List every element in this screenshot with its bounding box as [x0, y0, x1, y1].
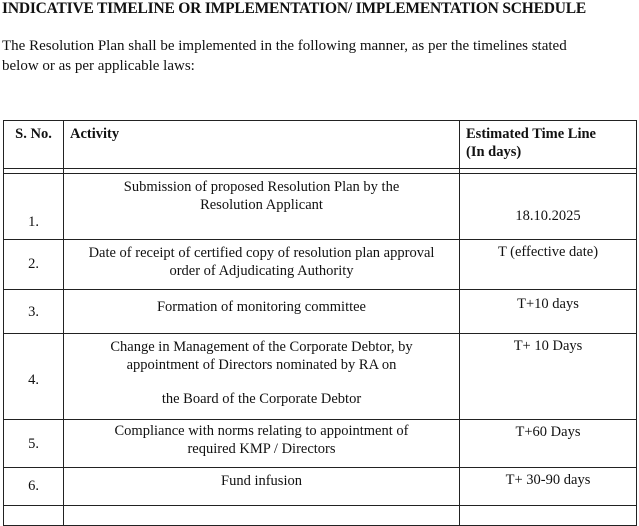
row-activity [64, 334, 460, 420]
activity-line: the Board of the Corporate Debtor [161, 391, 362, 407]
empty-cell [4, 506, 64, 526]
row-time-text: T+10 days [517, 296, 579, 312]
row-time-text: T+60 Days [515, 424, 581, 440]
table-row [4, 290, 637, 334]
activity-line: appointment of Directors nominated by RA on [126, 357, 397, 373]
row-time-text: 18.10.2025 [515, 208, 581, 224]
header-time-line-2: (In days) [466, 144, 522, 160]
row-number [4, 468, 64, 506]
empty-cell [460, 506, 637, 526]
row-activity [64, 468, 460, 506]
table-row [4, 174, 637, 240]
row-number-text: 6. [28, 478, 39, 494]
activity-line: Change in Management of the Corporate Debtor, by [110, 339, 413, 355]
row-number-text: 4. [28, 372, 39, 388]
table-row [4, 468, 637, 506]
row-time [460, 334, 637, 420]
intro-line-1: The Resolution Plan shall be implemented in the following manner, as per the timelines stated [2, 38, 567, 54]
row-time [460, 290, 637, 334]
header-time [460, 121, 637, 169]
activity-line: order of Adjudicating Authority [169, 263, 354, 279]
table-row [4, 420, 637, 468]
intro-line-2: below or as per applicable laws: [2, 58, 195, 74]
header-sno: S. No. [4, 121, 64, 169]
row-time-text: T+ 30-90 days [505, 472, 591, 488]
row-time [460, 420, 637, 468]
row-number [4, 420, 64, 468]
row-time-text: T (effective date) [497, 244, 599, 260]
activity-line: Submission of proposed Resolution Plan by the [123, 179, 400, 195]
table-row-partial [4, 506, 637, 526]
activity-line: required KMP / Directors [187, 441, 336, 457]
header-time-line-1: Estimated Time Line [466, 126, 596, 142]
document-heading: INDICATIVE TIMELINE OR IMPLEMENTATION/ IMPLEMENTATION SCHEDULE [2, 0, 586, 17]
row-activity [64, 240, 460, 290]
row-number-text: 5. [28, 436, 39, 452]
row-number [4, 240, 64, 290]
schedule-table [3, 120, 637, 526]
row-activity [64, 290, 460, 334]
table-header-row [4, 121, 637, 169]
header-activity: Activity [64, 121, 460, 169]
row-time [460, 240, 637, 290]
activity-line: Fund infusion [221, 473, 302, 489]
activity-line: Date of receipt of certified copy of resolution plan approval [88, 245, 435, 261]
activity-line: Compliance with norms relating to appointment of [114, 423, 409, 439]
row-time-text: T+ 10 Days [513, 338, 583, 354]
row-number [4, 290, 64, 334]
activity-line: Formation of monitoring committee [156, 299, 366, 315]
table-row [4, 240, 637, 290]
row-number-text: 2. [28, 256, 39, 272]
table-row [4, 334, 637, 420]
row-time [460, 468, 637, 506]
empty-cell [64, 506, 460, 526]
intro-paragraph [2, 36, 632, 76]
row-number [4, 334, 64, 420]
row-number-text: 3. [28, 304, 39, 320]
row-activity [64, 420, 460, 468]
row-activity [64, 174, 460, 240]
row-number [4, 174, 64, 240]
activity-line: Resolution Applicant [200, 197, 323, 213]
row-number-text: 1. [28, 214, 39, 230]
row-time [460, 174, 637, 240]
